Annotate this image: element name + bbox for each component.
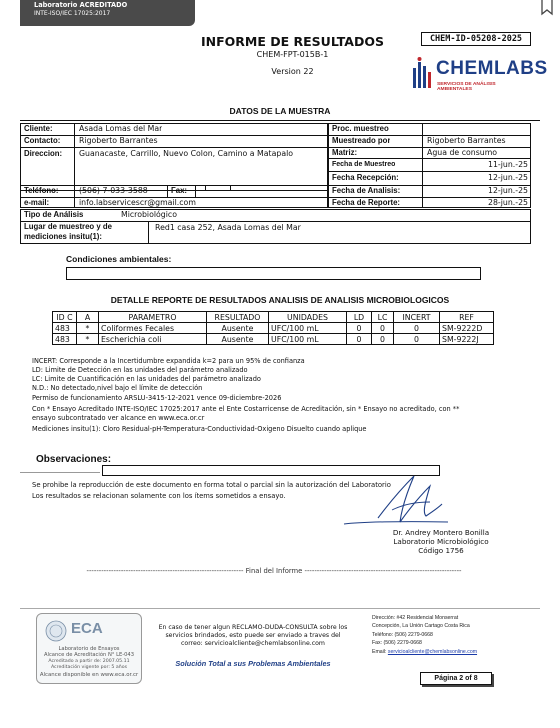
- eca-seal-icon: [45, 620, 67, 642]
- analysis-type-value: Microbiológico: [121, 210, 177, 219]
- results-table: [52, 311, 494, 345]
- notes-block: [32, 357, 459, 434]
- sampling-date-value: 11-jun.-25: [488, 160, 528, 169]
- note-line: ensayo subcontratado ver alcance en www.eca.or.cr: [32, 414, 205, 422]
- report-title: INFORME DE RESULTADOS: [201, 34, 384, 49]
- phone-label: Teléfono:: [24, 186, 59, 195]
- email-value: info.labservicescr@gmail.com: [79, 198, 196, 207]
- column-header: LD: [347, 312, 372, 323]
- footer-email-label: Email:: [372, 648, 387, 655]
- logo-tagline: SERVICIOS DE ANÁLISIS AMBIENTALES: [437, 82, 496, 92]
- table-cell: 0: [347, 323, 372, 334]
- company-slogan: Solución Total a sus Problemas Ambientales: [175, 659, 331, 668]
- address-value: Guanacaste, Carrillo, Nuevo Colon, Camino a Matapalo: [79, 149, 294, 158]
- analysis-date-label: Fecha de Analisis:: [332, 186, 401, 195]
- column-header: REF: [440, 312, 494, 323]
- eca-line-5: Alcance disponible en www.eca.or.cr: [39, 672, 139, 678]
- table-cell: SM-9222D: [440, 323, 494, 334]
- eca-line-3: Acreditado a partir de: 2007.05.11: [48, 659, 130, 664]
- column-header: INCERT: [394, 312, 440, 323]
- signer-code: Código 1756: [418, 546, 464, 555]
- table-cell: 0: [372, 323, 394, 334]
- form-code: CHEM-FPT-015B-1: [256, 50, 329, 59]
- signer-name: Dr. Andrey Montero Bonilla: [392, 528, 490, 537]
- table-cell: UFC/100 mL: [269, 334, 347, 345]
- ambient-conditions-box: [66, 267, 481, 280]
- footer-email-link[interactable]: servicioalcliente@chemlabsonline.com: [387, 648, 478, 655]
- matrix-label: Matriz:: [332, 148, 358, 157]
- signature-block: [376, 528, 506, 555]
- sampling-date-label: Fecha de Muestreo: [332, 161, 396, 168]
- table-cell: *: [77, 323, 99, 334]
- eca-line-1: Laboratorio de Ensayos: [58, 646, 120, 652]
- reception-date-value: 12-jun.-25: [488, 173, 528, 182]
- note-line: INCERT: Corresponde a la Incertidumbre expandida k=2 para un 95% de confianza: [32, 357, 305, 365]
- table-cell: *: [77, 334, 99, 345]
- footer-city: Concepción, La Unión Cartago Costa Rica: [372, 623, 470, 630]
- accreditation-line-1: Laboratorio ACREDITADO: [34, 1, 128, 9]
- column-header: UNIDADES: [269, 312, 347, 323]
- sampled-by-value: Rigoberto Barrantes: [427, 136, 506, 145]
- eca-accreditation-badge: [36, 613, 142, 684]
- signer-role: Laboratorio Microbiológico: [393, 537, 489, 546]
- note-line: LD: Limite de Detección en las unidades del parámetro analizado: [32, 366, 248, 374]
- contact-value: Rigoberto Barrantes: [79, 136, 158, 145]
- table-cell: Ausente: [207, 323, 269, 334]
- analysis-date-value: 12-jun.-25: [488, 186, 528, 195]
- table-cell: Ausente: [207, 334, 269, 345]
- table-cell: UFC/100 mL: [269, 323, 347, 334]
- form-version: Version 22: [271, 67, 314, 76]
- column-header: A: [77, 312, 99, 323]
- footer-fax: Fax: (506) 2279-0668: [372, 640, 422, 647]
- ambient-conditions-label: Condiciones ambientales:: [66, 254, 172, 264]
- matrix-value: Agua de consumo: [427, 148, 498, 157]
- place-label: Lugar de muestreo y de mediciones insitu(1):: [24, 222, 112, 241]
- results-title: DETALLE REPORTE DE RESULTADOS ANALISIS DE ANALISIS MICROBIOLOGICOS: [110, 295, 450, 305]
- table-cell: Coliformes Fecales: [99, 323, 207, 334]
- report-date-value: 28-jun.-25: [488, 198, 528, 207]
- place-value: Red1 casa 252, Asada Lomas del Mar: [155, 223, 301, 232]
- reproduction-notice: Se prohibe la reproducción de este documento en forma total o parcial sin la autorización del Laboratorio: [32, 481, 391, 489]
- table-cell: 0: [394, 334, 440, 345]
- table-row: [53, 334, 494, 345]
- contact-info: [372, 614, 542, 656]
- analysis-type-label: Tipo de Análisis: [24, 210, 84, 219]
- chemlabs-logo: [410, 56, 548, 94]
- address-label: Direccion:: [24, 149, 63, 158]
- note-line: LC: Limite de Cuantificación en las unidades del parámetro analizado: [32, 375, 261, 383]
- table-cell: 0: [372, 334, 394, 345]
- table-cell: 0: [347, 334, 372, 345]
- page-number: Página 2 of 8: [420, 672, 492, 685]
- email-label: e-mail:: [24, 198, 50, 207]
- table-cell: 0: [394, 323, 440, 334]
- eca-line-2: Alcance de Acreditación N° LE-043: [43, 652, 135, 658]
- eca-title: ECA: [71, 620, 103, 637]
- sample-section-title: DATOS DE LA MUESTRA: [20, 106, 540, 121]
- column-header: ID C: [53, 312, 77, 323]
- note-line: Mediciones insitu(1): Cloro Residual-pH-Temperatura-Conductividad-Oxigeno Disuelto cuando aplique: [32, 425, 367, 433]
- column-header: PARAMETRO: [99, 312, 207, 323]
- note-line: Permiso de funcionamiento ARSLU-3415-12-2021 vence 09-diciembre-2026: [32, 394, 282, 402]
- table-cell: 483: [53, 323, 77, 334]
- report-id: CHEM-ID-05208-2025: [421, 32, 531, 46]
- phone-value: (506) 7-033-3588: [79, 186, 148, 195]
- client-value: Asada Lomas del Mar: [79, 124, 163, 133]
- reception-date-label: Fecha Recepción:: [332, 173, 399, 182]
- table-cell: Escherichia coli: [99, 334, 207, 345]
- report-date-label: Fecha de Reporte:: [332, 198, 401, 207]
- column-header: LC: [372, 312, 394, 323]
- note-line: N.D.: No detectado,nivel bajo el límite de detección: [32, 384, 203, 392]
- claims-notice: En caso de tener algun RECLAMO-DUDA-CONSULTA sobre los servicios brindados, esto puede ser enviado a traves del correo: servicioalcliente@chemlabsonline.com: [158, 624, 348, 647]
- accreditation-banner: [20, 0, 195, 26]
- flask-icon: [410, 56, 436, 90]
- table-cell: 483: [53, 334, 77, 345]
- end-of-report: ---------------------------------------------------------------- Final del Informe ----------------------------------------------------------------: [86, 567, 462, 575]
- table-cell: SM-9222J: [440, 334, 494, 345]
- results-scope-notice: Los resultados se relacionan solamente con los ítems sometidos a ensayo.: [32, 492, 286, 500]
- client-label: Cliente:: [24, 124, 53, 133]
- observations-title: Observaciones:: [36, 454, 112, 465]
- accreditation-line-2: INTE-ISO/IEC 17025:2017: [34, 9, 111, 17]
- column-header: RESULTADO: [207, 312, 269, 323]
- table-row: [53, 323, 494, 334]
- signature-image: [330, 472, 460, 534]
- footer-address: Dirección: #42 Residencial Monserrat: [372, 615, 459, 621]
- logo-wordmark: CHEMLABS: [436, 58, 548, 79]
- footer-divider: [20, 608, 540, 609]
- observations-divider: [20, 472, 100, 473]
- fax-label: Fax:: [171, 186, 188, 195]
- footer-phone: Teléfono: (506) 2279-0668: [372, 631, 433, 638]
- sampled-by-label: Muestreado por: [332, 136, 391, 145]
- eca-line-4: Acreditación vigente por: 5 años: [50, 665, 128, 670]
- contact-label: Contacto:: [24, 136, 61, 145]
- bookmark-icon[interactable]: [540, 0, 554, 16]
- note-line: Con * Ensayo Acreditado INTE-ISO/IEC 17025:2017 ante el Ente Costarricense de Acreditación, sin * Ensayo no acreditado, con **: [32, 405, 460, 413]
- proc-label: Proc. muestreo: [332, 124, 389, 133]
